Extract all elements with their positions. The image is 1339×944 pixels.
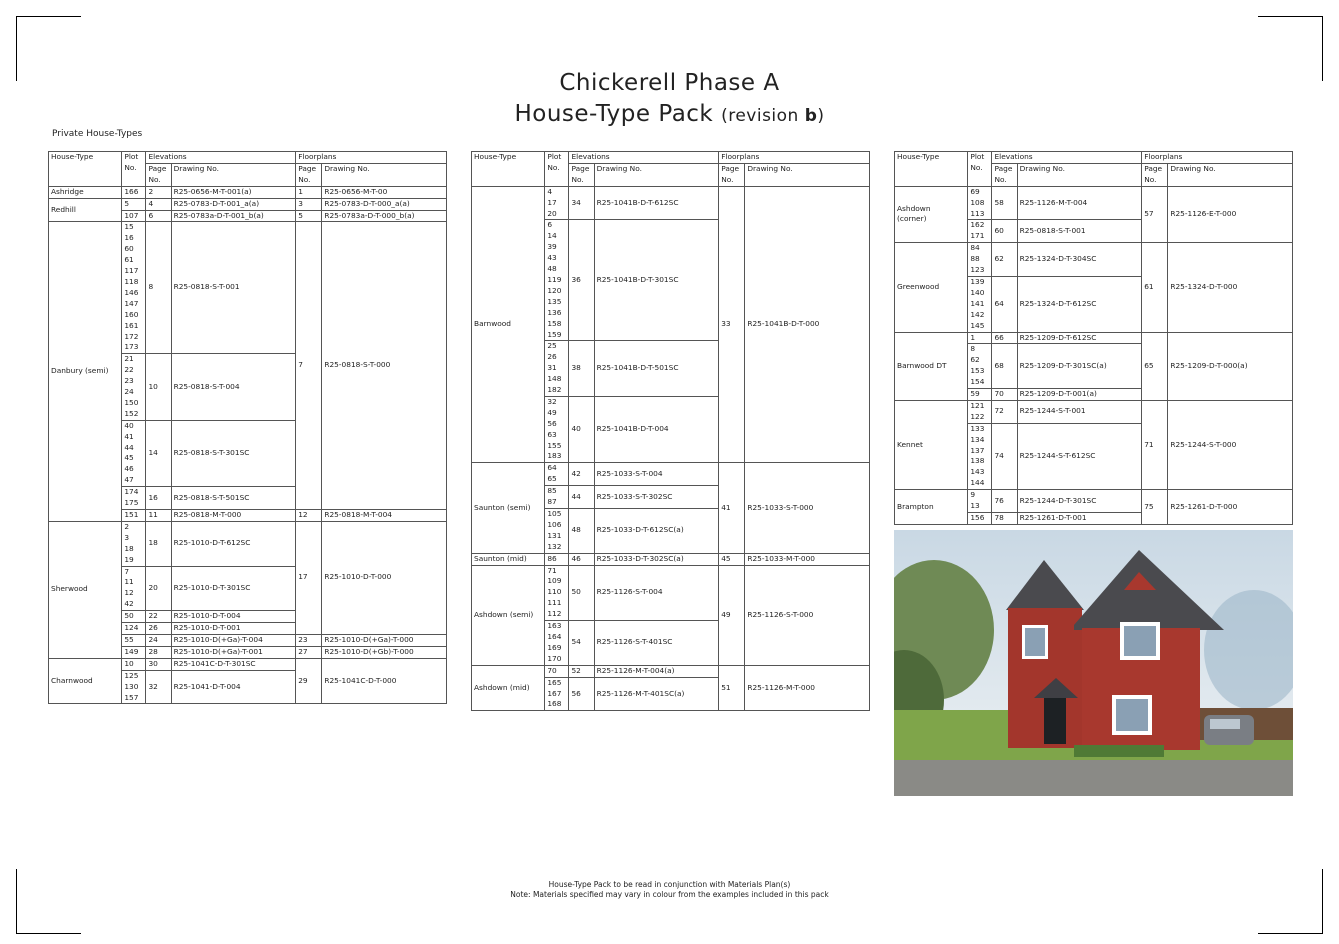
floorplan-drawing-cell: R25-1126-S-T-000 (745, 565, 870, 665)
house-type-cell: Barnwood DT (895, 332, 968, 400)
header-floorplans: Floorplans (1142, 152, 1293, 164)
table-body (895, 186, 1293, 524)
house-photo (894, 530, 1293, 796)
header-floor-drawing-no: Drawing No. (322, 163, 447, 186)
header-floor-page-no: Page No. (1142, 163, 1168, 186)
floorplan-drawing-cell: R25-1209-D-T-001(a) (1017, 389, 1142, 401)
elevation-drawing-cell: 163 164 169 170 (545, 621, 569, 666)
floorplan-page-cell: 56 (569, 677, 594, 711)
floorplan-page-cell: 26 (146, 623, 171, 635)
floorplan-page-cell: 65 (1142, 332, 1168, 400)
revision-suffix: ) (817, 106, 825, 126)
elevation-page-cell: 18 (146, 521, 171, 566)
elevation-drawing-cell: 59 (968, 389, 992, 401)
floorplan-page-cell: 71 (1142, 400, 1168, 489)
header-elev-drawing-no: Drawing No. (171, 163, 296, 186)
floorplan-page-cell: 20 (146, 566, 171, 611)
table-row (49, 198, 447, 210)
elevation-drawing-cell: 40 41 44 45 46 47 (122, 420, 146, 486)
floorplan-drawing-cell: R25-1324-D-T-612SC (1017, 276, 1142, 332)
floorplan-page-cell: 17 (296, 521, 322, 634)
page-subtitle (0, 101, 1339, 127)
floorplan-drawing-cell: R25-1010-D-T-004 (171, 611, 296, 623)
floorplan-page-cell: 27 (296, 646, 322, 658)
elevation-page-cell: 66 (992, 332, 1017, 344)
floorplan-drawing-cell: R25-1010-D(+Ga)-T-000 (322, 634, 447, 646)
floorplan-drawing-cell: R25-0818-S-T-501SC (171, 487, 296, 510)
header-floor-page-no: Page No. (296, 163, 322, 186)
elevation-page-cell: 11 (146, 510, 171, 522)
floorplan-drawing-cell: R25-0783a-D-T-000_b(a) (322, 210, 447, 222)
table-body (472, 186, 870, 711)
plot-numbers-cell: 71 109 110 111 112 (545, 565, 569, 621)
floorplan-drawing-cell: R25-1324-D-T-000 (1168, 243, 1293, 332)
subtitle-text: House-Type Pack (514, 101, 714, 127)
elevation-drawing-cell: R25-0783a-D-T-001_b(a) (171, 210, 296, 222)
elevation-drawing-cell: R25-1010-D(+Ga)-T-001 (171, 646, 296, 658)
plot-numbers-cell: 64 65 (545, 463, 569, 486)
floorplan-page-cell: 78 (992, 513, 1017, 525)
house-type-cell: Ashdown (mid) (472, 665, 545, 711)
elevation-drawing-cell: 32 49 56 63 155 183 (545, 396, 569, 462)
floorplan-drawing-cell: R25-1041B-D-T-301SC (594, 220, 719, 341)
elevation-drawing-cell: 165 167 168 (545, 677, 569, 711)
floorplan-page-cell: 23 (296, 634, 322, 646)
elevation-drawing-cell: 174 175 (122, 487, 146, 510)
header-floorplans: Floorplans (296, 152, 447, 164)
floorplan-page-cell: 16 (146, 487, 171, 510)
plot-numbers-cell: 55 (122, 634, 146, 646)
floorplan-page-cell: 70 (992, 389, 1017, 401)
house-type-cell: Danbury (semi) (49, 222, 122, 521)
floorplan-drawing-cell: R25-1126-M-T-000 (745, 665, 870, 711)
elevation-drawing-cell: R25-1244-S-T-001 (1017, 400, 1142, 423)
floorplan-drawing-cell: R25-1261-D-T-000 (1168, 490, 1293, 525)
floorplan-page-cell: 75 (1142, 490, 1168, 525)
elevation-page-cell: 52 (569, 665, 594, 677)
floorplan-page-cell: 49 (719, 565, 745, 665)
floorplan-page-cell: 29 (296, 658, 322, 704)
floorplan-page-cell: 74 (992, 423, 1017, 489)
header-house-type: House-Type (472, 152, 545, 187)
plot-numbers-cell: 166 (122, 186, 146, 198)
floorplan-drawing-cell: R25-0783-D-T-000_a(a) (322, 198, 447, 210)
floorplan-page-cell: 40 (569, 396, 594, 462)
floorplan-page-cell: 5 (296, 210, 322, 222)
elevation-drawing-cell: R25-1041B-D-T-612SC (594, 186, 719, 220)
elevation-drawing-cell: R25-1244-D-T-301SC (1017, 490, 1142, 513)
header-plot-no: Plot No. (122, 152, 146, 187)
floorplan-page-cell: 51 (719, 665, 745, 711)
elevation-page-cell: 62 (992, 243, 1017, 277)
elevation-page-cell: 8 (146, 222, 171, 354)
floorplan-page-cell: 60 (992, 220, 1017, 243)
elevation-drawing-cell: R25-0818-M-T-000 (171, 510, 296, 522)
elevation-drawing-cell: 25 26 31 148 182 (545, 341, 569, 397)
elevation-page-cell: 58 (992, 186, 1017, 220)
plot-numbers-cell: 5 (122, 198, 146, 210)
plot-numbers-cell: 9 13 (968, 490, 992, 513)
plot-numbers-cell: 107 (122, 210, 146, 222)
elevation-drawing-cell: R25-0656-M-T-001(a) (171, 186, 296, 198)
house-type-table-1 (48, 151, 447, 704)
plot-numbers-cell: 70 (545, 665, 569, 677)
table-row (472, 665, 870, 677)
table-row (49, 186, 447, 198)
floorplan-drawing-cell: R25-0818-M-T-004 (322, 510, 447, 522)
elevation-page-cell: 4 (146, 198, 171, 210)
house-type-table-3 (894, 151, 1293, 525)
floorplan-drawing-cell: R25-1244-S-T-000 (1168, 400, 1293, 489)
floorplan-page-cell: 7 (296, 222, 322, 510)
floorplan-drawing-cell: R25-1010-D(+Gb)-T-000 (322, 646, 447, 658)
elevation-drawing-cell: 8 62 153 154 (968, 344, 992, 389)
elevation-page-cell: 72 (992, 400, 1017, 423)
floorplan-drawing-cell: R25-1209-D-T-301SC(a) (1017, 344, 1142, 389)
elevation-page-cell: 76 (992, 490, 1017, 513)
elevation-drawing-cell: R25-1126-S-T-004 (594, 565, 719, 621)
header-floor-drawing-no: Drawing No. (1168, 163, 1293, 186)
page-title: Chickerell Phase A (559, 70, 780, 96)
floorplan-page-cell: 54 (569, 621, 594, 666)
crop-mark-bottom-right (1258, 869, 1323, 934)
floorplan-drawing-cell: R25-1010-D-T-001 (171, 623, 296, 635)
floorplan-drawing-cell: R25-1010-D-T-301SC (171, 566, 296, 611)
elevation-drawing-cell: 124 (122, 623, 146, 635)
elevation-page-cell: 28 (146, 646, 171, 658)
elevation-page-cell: 2 (146, 186, 171, 198)
floorplan-drawing-cell: R25-1010-D-T-000 (322, 521, 447, 634)
floorplan-page-cell: 38 (569, 341, 594, 397)
floorplan-page-cell: 48 (569, 509, 594, 554)
house-type-cell: Saunton (semi) (472, 463, 545, 553)
floorplan-drawing-cell: R25-1033-D-T-612SC(a) (594, 509, 719, 554)
header-plot-no: Plot No. (968, 152, 992, 187)
house-type-cell: Charnwood (49, 658, 122, 704)
plot-numbers-cell: 69 108 113 (968, 186, 992, 220)
house-type-cell: Brampton (895, 490, 968, 525)
footer-line-2: Note: Materials specified may vary in colour from the examples included in this pack (510, 890, 829, 899)
header-elevations: Elevations (146, 152, 296, 164)
footer-note (0, 880, 1339, 900)
floorplan-page-cell: 33 (719, 186, 745, 463)
floorplan-page-cell: 64 (992, 276, 1017, 332)
elevation-drawing-cell: 7 11 12 42 (122, 566, 146, 611)
elevation-drawing-cell: 21 22 23 24 150 152 (122, 354, 146, 420)
plot-numbers-cell: 86 (545, 553, 569, 565)
elevation-drawing-cell: 125 130 157 (122, 670, 146, 704)
elevation-page-cell: 34 (569, 186, 594, 220)
floorplan-page-cell: 45 (719, 553, 745, 565)
floorplan-drawing-cell: R25-1041B-D-T-501SC (594, 341, 719, 397)
header-elev-drawing-no: Drawing No. (594, 163, 719, 186)
elevation-drawing-cell: R25-1010-D-T-612SC (171, 521, 296, 566)
floorplan-drawing-cell: R25-0818-S-T-004 (171, 354, 296, 420)
house-type-cell: Redhill (49, 198, 122, 222)
header-elevations: Elevations (569, 152, 719, 164)
floorplan-page-cell: 14 (146, 420, 171, 486)
floorplan-page-cell: 44 (569, 486, 594, 509)
floorplan-drawing-cell: R25-1033-M-T-000 (745, 553, 870, 565)
plot-numbers-cell: 2 3 18 19 (122, 521, 146, 566)
house-type-table-2 (471, 151, 870, 711)
header-floor-drawing-no: Drawing No. (745, 163, 870, 186)
header-floor-page-no: Page No. (719, 163, 745, 186)
revision-prefix: (revision (721, 106, 805, 126)
floorplan-drawing-cell: R25-1261-D-T-001 (1017, 513, 1142, 525)
crop-mark-bottom-left (16, 869, 81, 934)
floorplan-drawing-cell: R25-1033-S-T-000 (745, 463, 870, 553)
floorplan-drawing-cell: R25-1126-M-T-401SC(a) (594, 677, 719, 711)
header-elev-page-no: Page No. (146, 163, 171, 186)
elevation-drawing-cell: 6 14 39 43 48 119 120 135 136 158 159 (545, 220, 569, 341)
floorplan-page-cell: 57 (1142, 186, 1168, 243)
table-body (49, 186, 447, 704)
plot-numbers-cell: 15 16 60 61 117 118 146 147 160 161 172 173 (122, 222, 146, 354)
elevation-page-cell: 50 (569, 565, 594, 621)
floorplan-page-cell: 68 (992, 344, 1017, 389)
house-type-cell: Greenwood (895, 243, 968, 332)
plot-numbers-cell: 10 (122, 658, 146, 670)
elevation-drawing-cell: R25-1126-M-T-004 (1017, 186, 1142, 220)
elevation-drawing-cell: 50 (122, 611, 146, 623)
table-row (895, 332, 1293, 344)
elevation-drawing-cell: R25-1033-D-T-302SC(a) (594, 553, 719, 565)
plot-numbers-cell: 4 17 20 (545, 186, 569, 220)
elevation-drawing-cell: R25-1010-D(+Ga)-T-004 (171, 634, 296, 646)
floorplan-drawing-cell: R25-1041B-D-T-000 (745, 186, 870, 463)
floorplan-drawing-cell: R25-1041B-D-T-004 (594, 396, 719, 462)
plot-numbers-cell: 121 122 (968, 400, 992, 423)
floorplan-page-cell: 32 (146, 670, 171, 704)
header-elevations: Elevations (992, 152, 1142, 164)
elevation-page-cell: 30 (146, 658, 171, 670)
table-row (472, 553, 870, 565)
elevation-drawing-cell: R25-1324-D-T-304SC (1017, 243, 1142, 277)
elevation-drawing-cell: R25-0818-S-T-001 (171, 222, 296, 354)
elevation-page-cell: 6 (146, 210, 171, 222)
footer-line-1: House-Type Pack to be read in conjunction with Materials Plan(s) (548, 880, 791, 889)
plot-numbers-cell: 151 (122, 510, 146, 522)
floorplan-page-cell: 12 (296, 510, 322, 522)
floorplan-drawing-cell: R25-1126-E-T-000 (1168, 186, 1293, 243)
floorplan-drawing-cell: R25-1209-D-T-000(a) (1168, 332, 1293, 400)
floorplan-page-cell: 22 (146, 611, 171, 623)
floorplan-drawing-cell: R25-1041-D-T-004 (171, 670, 296, 704)
elevation-page-cell: 46 (569, 553, 594, 565)
house-type-cell: Ashdown (semi) (472, 565, 545, 665)
floorplan-page-cell: 3 (296, 198, 322, 210)
header-elev-page-no: Page No. (992, 163, 1017, 186)
header-elev-drawing-no: Drawing No. (1017, 163, 1142, 186)
house-type-cell: Ashridge (49, 186, 122, 198)
elevation-page-cell: 42 (569, 463, 594, 486)
elevation-drawing-cell: R25-1033-S-T-004 (594, 463, 719, 486)
floorplan-drawing-cell: R25-0656-M-T-00 (322, 186, 447, 198)
header-plot-no: Plot No. (545, 152, 569, 187)
table-row (49, 658, 447, 670)
floorplan-drawing-cell: R25-0818-S-T-301SC (171, 420, 296, 486)
section-label: Private House-Types (52, 129, 143, 139)
floorplan-page-cell: 41 (719, 463, 745, 553)
house-type-cell: Barnwood (472, 186, 545, 463)
elevation-drawing-cell: 156 (968, 513, 992, 525)
house-type-cell: Ashdown (corner) (895, 186, 968, 243)
floorplan-page-cell: 1 (296, 186, 322, 198)
elevation-drawing-cell: R25-1209-D-T-612SC (1017, 332, 1142, 344)
elevation-drawing-cell: R25-1041C-D-T-301SC (171, 658, 296, 670)
floorplan-drawing-cell: R25-1041C-D-T-000 (322, 658, 447, 704)
floorplan-page-cell: 36 (569, 220, 594, 341)
plot-numbers-cell: 149 (122, 646, 146, 658)
floorplan-drawing-cell: R25-1244-S-T-612SC (1017, 423, 1142, 489)
house-type-cell: Sherwood (49, 521, 122, 658)
floorplan-drawing-cell: R25-0818-S-T-001 (1017, 220, 1142, 243)
elevation-drawing-cell: 105 106 131 132 (545, 509, 569, 554)
elevation-drawing-cell: R25-1126-M-T-004(a) (594, 665, 719, 677)
header-floorplans: Floorplans (719, 152, 870, 164)
elevation-drawing-cell: 85 87 (545, 486, 569, 509)
floorplan-drawing-cell: R25-0818-S-T-000 (322, 222, 447, 510)
floorplan-page-cell: 61 (1142, 243, 1168, 332)
elevation-page-cell: 24 (146, 634, 171, 646)
elevation-drawing-cell: 162 171 (968, 220, 992, 243)
header-house-type: House-Type (49, 152, 122, 187)
elevation-drawing-cell: R25-0783-D-T-001_a(a) (171, 198, 296, 210)
plot-numbers-cell: 1 (968, 332, 992, 344)
floorplan-drawing-cell: R25-1033-S-T-302SC (594, 486, 719, 509)
header-house-type: House-Type (895, 152, 968, 187)
floorplan-drawing-cell: R25-1126-S-T-401SC (594, 621, 719, 666)
header-elev-page-no: Page No. (569, 163, 594, 186)
plot-numbers-cell: 84 88 123 (968, 243, 992, 277)
house-type-cell: Saunton (mid) (472, 553, 545, 565)
elevation-drawing-cell: 139 140 141 142 145 (968, 276, 992, 332)
elevation-drawing-cell: 133 134 137 138 143 144 (968, 423, 992, 489)
floorplan-page-cell: 10 (146, 354, 171, 420)
house-type-cell: Kennet (895, 400, 968, 489)
revision-letter: b (804, 106, 818, 126)
